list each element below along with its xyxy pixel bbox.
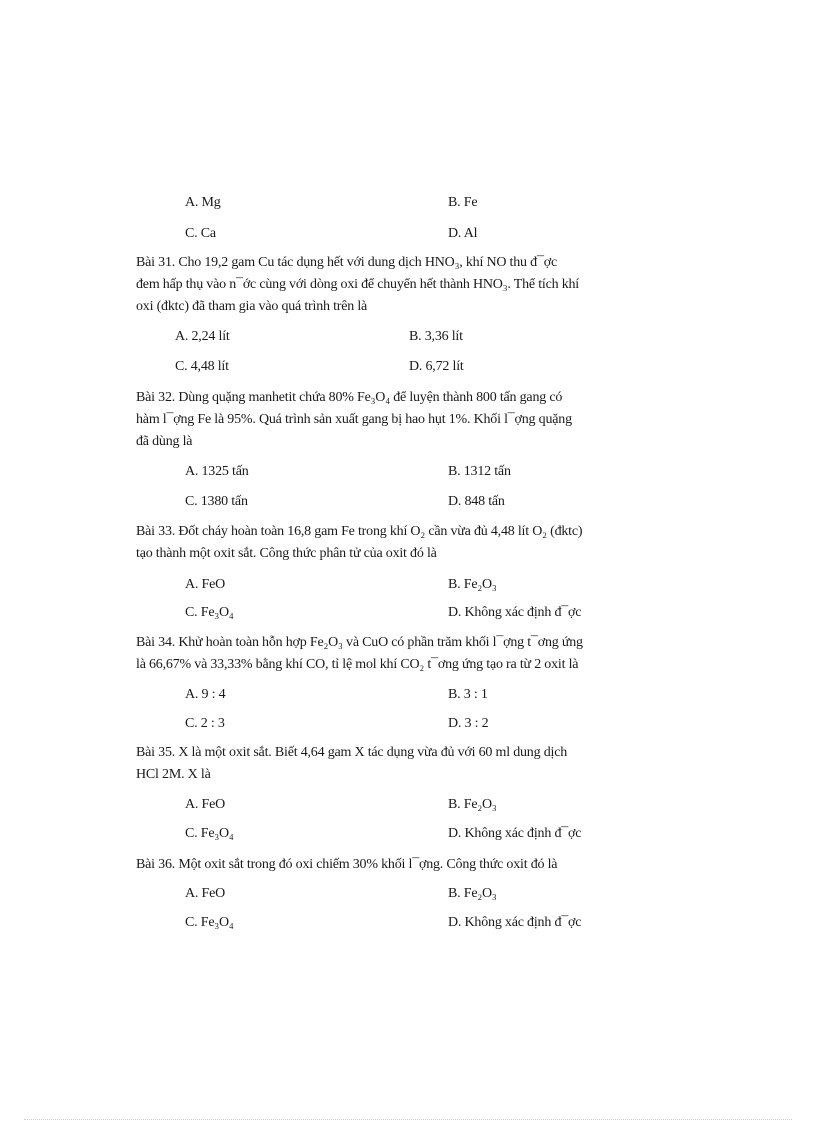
question-33-line-1: Bài 33. Đốt cháy hoàn toàn 16,8 gam Fe trong khí O₂ cần vừa đủ 4,48 lít O₂ (đktc) bbox=[136, 524, 583, 539]
question-36-option-c: C. Fe₃O₄ bbox=[185, 915, 234, 930]
question-33-option-c: C. Fe₃O₄ bbox=[185, 605, 234, 620]
option-c: C. Ca bbox=[185, 226, 216, 241]
question-32-option-d: D. 848 tấn bbox=[448, 494, 505, 509]
question-35-option-a: A. FeO bbox=[185, 797, 226, 812]
question-35-option-d: D. Không xác định đ¯ợc bbox=[448, 826, 582, 841]
question-34-line-2: là 66,67% và 33,33% bằng khí CO, tỉ lệ mol khí CO₂ t¯ơng ứng tạo ra từ 2 oxit là bbox=[136, 657, 579, 672]
question-31-option-b: B. 3,36 lít bbox=[409, 329, 463, 344]
question-32-line-3: đã dùng là bbox=[136, 434, 193, 449]
question-31-line-3: oxi (đktc) đã tham gia vào quá trình trên là bbox=[136, 299, 368, 314]
question-31-option-c: C. 4,48 lít bbox=[175, 359, 229, 374]
option-a: A. Mg bbox=[185, 195, 221, 210]
question-36-option-d: D. Không xác định đ¯ợc bbox=[448, 915, 582, 930]
question-31-option-d: D. 6,72 lít bbox=[409, 359, 464, 374]
question-36-option-b: B. Fe₂O₃ bbox=[448, 886, 497, 901]
question-32-line-2: hàm l¯ợng Fe là 95%. Quá trình sản xuất gang bị hao hụt 1%. Khối l¯ợng quặng bbox=[136, 412, 572, 427]
question-32-option-c: C. 1380 tấn bbox=[185, 494, 248, 509]
question-34-line-1: Bài 34. Khử hoàn toàn hỗn hợp Fe₂O₃ và CuO có phần trăm khối l¯ợng t¯ơng ứng bbox=[136, 635, 583, 650]
question-32-option-a: A. 1325 tấn bbox=[185, 464, 249, 479]
question-34-option-a: A. 9 : 4 bbox=[185, 687, 226, 702]
question-33-option-b: B. Fe₂O₃ bbox=[448, 577, 497, 592]
page-bottom-divider bbox=[24, 1119, 792, 1120]
question-35-option-c: C. Fe₃O₄ bbox=[185, 826, 234, 841]
question-34-option-c: C. 2 : 3 bbox=[185, 716, 225, 731]
question-31-line-1: Bài 31. Cho 19,2 gam Cu tác dụng hết với dung dịch HNO₃, khí NO thu đ¯ợc bbox=[136, 255, 557, 270]
question-35-line-1: Bài 35. X là một oxit sắt. Biết 4,64 gam X tác dụng vừa đủ với 60 ml dung dịch bbox=[136, 745, 568, 760]
question-33-option-d: D. Không xác định đ¯ợc bbox=[448, 605, 582, 620]
question-34-option-b: B. 3 : 1 bbox=[448, 687, 488, 702]
question-35-option-b: B. Fe₂O₃ bbox=[448, 797, 497, 812]
question-35-line-2: HCl 2M. X là bbox=[136, 767, 211, 782]
question-34-option-d: D. 3 : 2 bbox=[448, 716, 489, 731]
option-d: D. Al bbox=[448, 226, 478, 241]
question-31-option-a: A. 2,24 lít bbox=[175, 329, 230, 344]
question-33-line-2: tạo thành một oxit sắt. Công thức phân tử của oxit đó là bbox=[136, 546, 437, 561]
question-31-line-2: đem hấp thụ vào n¯ớc cùng với dòng oxi để chuyển hết thành HNO₃. Thể tích khí bbox=[136, 277, 579, 292]
question-36-option-a: A. FeO bbox=[185, 886, 226, 901]
question-32-line-1: Bài 32. Dùng quặng manhetit chứa 80% Fe₃O₄ để luyện thành 800 tấn gang có bbox=[136, 390, 563, 405]
question-36-line-1: Bài 36. Một oxit sắt trong đó oxi chiếm 30% khối l¯ợng. Công thức oxit đó là bbox=[136, 857, 558, 872]
question-33-option-a: A. FeO bbox=[185, 577, 226, 592]
option-b: B. Fe bbox=[448, 195, 478, 210]
question-32-option-b: B. 1312 tấn bbox=[448, 464, 511, 479]
